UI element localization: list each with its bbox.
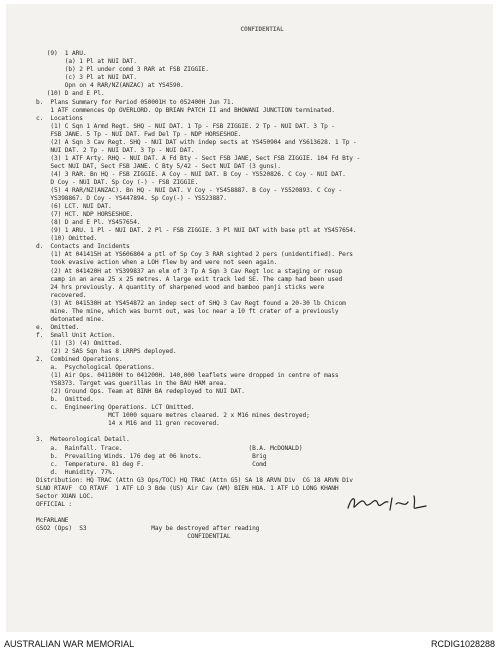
document-line: recovered.: [36, 291, 87, 299]
document-line: (1) C Sqn 1 Armd Regt. SHQ - NUI DAT. 1 Tp - FSB ZIGGIE. 2 Tp - NUI DAT. 3 Tp -: [36, 122, 335, 130]
document-line: FSB JANE. 5 Tp - NUI DAT. Fwd Del Tp - NDP HORSESHOE.: [36, 130, 242, 138]
document-line: d. Humidity. 77%.: [36, 468, 116, 476]
document-line: MCT 1000 square metres cleared. 2 x M16 mines destroyed;: [36, 412, 310, 420]
document-line: b. Omitted.: [36, 396, 94, 404]
document-line: (8) D and E Pl. YS457654.: [36, 219, 141, 227]
document-line: (9) 1 ARU. 1 Pl - NUI DAT. 2 Pl - FSB ZIGGIE. 3 Pl NUI DAT with base ptl at YS457654.: [36, 227, 357, 235]
document-line: mine. The mine, which was burnt out, was loc near a 10 ft crater of a previously: [36, 307, 339, 315]
document-line: d. Contacts and Incidents: [36, 243, 130, 251]
document-page: [6, 4, 493, 632]
document-line: f. Small Unit Action.: [36, 331, 116, 339]
document-line: b. Plans Summary for Period 050001H to 052400H Jun 71.: [36, 98, 235, 106]
document-line: 1 ATF commences Op OVERLORD. Op BRIAN PATCH II and BHOWANI JUNCTION terminated.: [36, 106, 335, 114]
document-line: 2. Combined Operations.: [36, 356, 123, 364]
document-line: Sect NUI DAT, Sect FSB JANE. C Bty 5/42 - Sect NUI DAT (3 guns).: [36, 162, 281, 170]
document-line: (2) Ground Ops. Team at BINH BA redeployed to NUI DAT.: [36, 388, 245, 396]
document-line: c. Engineering Operations. LCT Omitted.: [36, 404, 195, 412]
document-line: YS398867. D Coy - YS447894. Sp Coy(-) - YS523887.: [36, 195, 227, 203]
document-line: (5) 4 RAR/NZ(ANZAC). Bn HQ - NUI DAT. V Coy - YS458887. B Coy - YS520893. C Coy -: [36, 187, 343, 195]
document-line: Distribution: HQ TRAC (Attn G3 Ops/TOC) HQ TRAC (Attn G5) SA 18 ARVN Div CG 18 ARVN Div: [36, 476, 353, 484]
document-line: b. Prevailing Winds. 176 deg at 06 knots. Brig: [36, 452, 267, 460]
document-line: D Coy - NUI DAT. Sp Coy (-) - FSB ZIGGIE.: [36, 178, 199, 186]
document-line: CONFIDENTIAL: [36, 533, 231, 541]
document-line: 24 hrs previously. A quantity of sharpened wood and bamboo panji sticks were: [36, 283, 325, 291]
document-line: 3. Meteorological Detail.: [36, 436, 130, 444]
document-line: (9) 1 ARU.: [36, 50, 87, 58]
record-id: RCDIG1028288: [430, 639, 495, 649]
document-line: detonated mine.: [36, 315, 105, 323]
document-line: (10) D and E Pl.: [36, 90, 105, 98]
document-lines: [36, 50, 488, 541]
document-line: (1) At 041415H at YS606804 a ptl of Sp Coy 3 RAR sighted 2 pers (unidentified). Pers: [36, 251, 353, 259]
document-line: Opn on 4 RAR/NZ(ANZAC) at YS4590.: [36, 82, 184, 90]
document-line: c. Temperature. 81 deg F. Comd: [36, 460, 267, 468]
document-line: (c) 3 Pl at NUI DAT.: [36, 74, 137, 82]
document-line: (1) (3) (4) Omitted.: [36, 339, 123, 347]
document-line: SLNO RTAVF CO RTAVF 1 ATF LO 3 Bde (US) Air Cav (AM) BIEN HOA. 1 ATF LO LONG KHANH: [36, 484, 339, 492]
document-line: (2) At 041420H at YS399837 an elm of 3 Tp A Sqn 3 Cav Regt loc a staging or resup: [36, 267, 343, 275]
document-line: [36, 428, 488, 436]
document-line: NUI DAT. 2 Tp - NUI DAT. 3 Tp - NUI DAT.: [36, 146, 195, 154]
document-line: (6) LCT. NUI DAT.: [36, 203, 112, 211]
document-line: GSO2 (Ops) S3 May be destroyed after reading: [36, 525, 260, 532]
document-line: a. Psychological Operations.: [36, 364, 155, 372]
classification-header: CONFIDENTIAL: [240, 26, 284, 34]
document-line: (3) 1 ATF Arty. RHQ - NUI DAT. A Fd Bty - Sect FSB JANE, Sect FSB ZIGGIE. 104 Fd Bty -: [36, 154, 361, 162]
signature: [344, 492, 439, 514]
document-line: YS8373. Target was guerillas in the BAU HAM area.: [36, 380, 227, 388]
document-line: (7) HCT. NDP HORSESHOE.: [36, 211, 134, 219]
document-line: took evasive action when a LOH flew by and were not seen again.: [36, 259, 278, 267]
document-line: (2) A Sqn 3 Cav Regt. SHQ - NUI DAT with indep sects at YS450904 and YS613628. 1 Tp -: [36, 138, 357, 146]
archive-footer: [0, 634, 499, 654]
document-line: 14 x M16 and 11 gren recovered.: [36, 420, 220, 428]
document-line: c. Locations: [36, 114, 83, 122]
archive-name: AUSTRALIAN WAR MEMORIAL: [4, 639, 135, 649]
document-line: (4) 3 RAR. Bn HQ - FSB ZIGGIE. A Coy - NUI DAT. B Coy - YS520826. C Coy - NUI DAT.: [36, 170, 346, 178]
document-line: (3) At 041530H at YS454872 an indep sect of SHQ 3 Cav Regt found a 20-30 lb Chicom: [36, 299, 346, 307]
document-line: (1) Air Ops. 041100H to 041200H. 140,000 leaflets were dropped in centre of mass: [36, 372, 339, 380]
document-line: McFARLANE: [36, 516, 69, 524]
document-line: (a) 1 Pl at NUI DAT.: [36, 58, 137, 66]
document-line: OFFICIAL :: [36, 500, 73, 508]
document-line: (10) Omitted.: [36, 235, 98, 243]
document-line: Sector XUAN LOC.: [36, 492, 94, 500]
document-line: a. Rainfall. Trace. (B.A. McDONALD): [36, 444, 303, 452]
document-body: [36, 10, 488, 557]
document-line: e. Omitted.: [36, 323, 80, 331]
document-line: (2) 2 SAS Sqn has 8 LRRPS deployed.: [36, 347, 177, 355]
document-line: camp in an area 25 x 25 metres. A large exit track led SE. The camp had been used: [36, 275, 343, 283]
document-line: (b) 2 Pl under comd 3 RAR at FSB ZIGGIE.: [36, 66, 209, 74]
